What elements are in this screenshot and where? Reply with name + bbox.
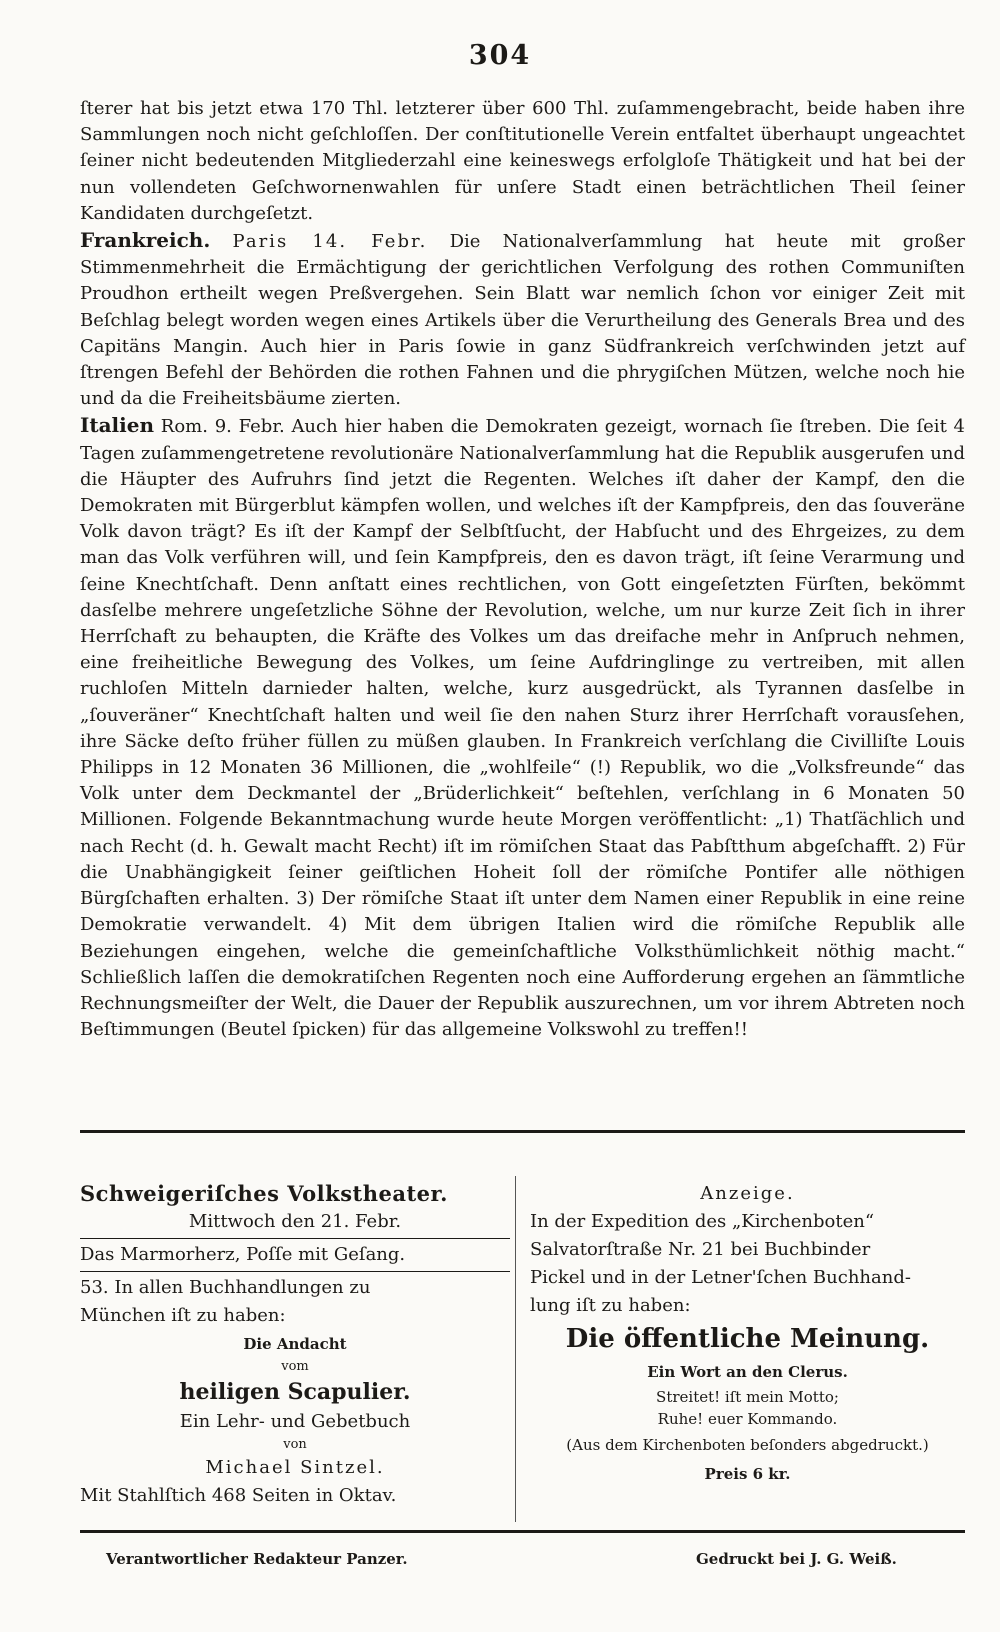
section-head-frankreich: Frankreich. — [80, 228, 211, 253]
theater-date: Mittwoch den 21. Febr. — [188, 1211, 402, 1232]
price: Preis 6 kr. — [704, 1465, 791, 1483]
section-divider-bottom — [80, 1530, 965, 1533]
book-subtitle: Ein Lehr- und Gebetbuch — [179, 1411, 411, 1432]
book-author: Michael Sintzel. — [205, 1457, 385, 1478]
book-vom: vom — [281, 1359, 309, 1374]
section-divider-top — [80, 1130, 965, 1133]
reprint-note: (Aus dem Kirchenboten beſonders abgedruckt.) — [566, 1436, 929, 1454]
book-title-1: Die Andacht — [243, 1335, 347, 1353]
footer-editor: Verantwortlicher Redakteur Panzer. — [106, 1550, 408, 1568]
column-divider — [515, 1176, 516, 1522]
paragraph-italy — [80, 412, 965, 1043]
dateline-rom: Rom. 9. Febr. — [160, 416, 285, 438]
book-von: von — [283, 1437, 307, 1452]
publication-subtitle: Ein Wort an den Clerus. — [647, 1363, 848, 1381]
divider — [80, 1271, 510, 1272]
article-france: Die Nationalverſammlung hat heute mit großer Stimmenmehrheit die Ermächtigung der gerichtlichen Verfolgung des rothen Communiſten Proudhon ertheilt wegen Preßvergehen. Sein Blatt war nemlich ſchon vor einiger Zeit mit Beſchlag belegt worden wegen eines Artikels über die Verurtheilung des Generals Brea und des Capitäns Mangin. Auch hier in Paris ſowie in ganz Südfrankreich verſchwinden jetzt auf ſtrengen Befehl der Behörden die rothen Fahnen und die phrygiſchen Mützen, welche noch hie und da die Freiheitsbäume zierten. — [80, 231, 965, 410]
paragraph-france — [80, 227, 965, 412]
motto-line-1: Streitet! iſt mein Motto; — [656, 1388, 839, 1406]
anzeige-line-1: In der Expedition des „Kirchenboten“ — [530, 1211, 875, 1232]
anzeige-heading: Anzeige. — [700, 1183, 795, 1204]
publication-title: Die öffentliche Meinung. — [565, 1324, 930, 1354]
anzeige-line-4: lung iſt zu haben: — [530, 1295, 691, 1316]
ad-line-1: 53. In allen Buchhandlungen zu — [80, 1277, 371, 1298]
paragraph-vienna: ſterer hat bis jetzt etwa 170 Thl. letzterer über 600 Thl. zuſammengebracht, beide haben ihre Sammlungen noch nicht geſchloſſen. Der conſtitutionelle Verein entfaltet überhaupt ungeachtet ſeiner nicht bedeutenden Mitgliederzahl eine keineswegs erfolgloſe Thätigkeit und hat bei der nun vollendeten Geſchwornenwahlen für unſere Stadt einen beträchtlichen Theil ſeiner Kandidaten durchgeſetzt. — [80, 98, 965, 224]
book-title-2: heiligen Scapulier. — [179, 1379, 411, 1405]
divider — [80, 1238, 510, 1239]
left-advert-column — [80, 1180, 510, 1510]
theater-title: Schweigeriſches Volkstheater. — [80, 1181, 448, 1206]
section-head-italien: Italien — [80, 413, 155, 438]
dateline-paris: Paris 14. Febr. — [232, 231, 428, 253]
ad-line-2: München iſt zu haben: — [80, 1305, 286, 1326]
motto-line-2: Ruhe! euer Kommando. — [657, 1410, 838, 1428]
article-italy: Auch hier haben die Demokraten gezeigt, wornach ſie ſtreben. Die ſeit 4 Tagen zuſammengetretene revolutionäre Nationalverſammlung hat die Republik ausgerufen und die Häupter des Aufruhrs ſind jetzt die Regenten. Welches iſt daher der Kampf, den die Demokraten mit Bürgerblut kämpfen wollen, und welches iſt der Kampfpreis, den das ſouveräne Volk davon trägt? Es iſt der Kampf der Selbſtſucht, der Habſucht und des Ehrgeizes, zu dem man das Volk verführen will, und ſein Kampfpreis, den es davon trägt, iſt ſeine Verarmung und ſeine Knechtſchaft. Denn anſtatt eines rechtlichen, von Gott eingeſetzten Fürſten, bekömmt dasſelbe mehrere ungeſetzliche Söhne der Revolution, welche, um nur kurze Zeit ſich in ihrer Herrſchaft zu behaupten, die Kräfte des Volkes um das dreifache mehr in Anſpruch nehmen, eine freiheitliche Bewegung des Volkes, um ſeine Aufdringlinge zu vertreiben, mit allen ruchloſen Mitteln darnieder halten, welche, kurz ausgedrückt, als Tyrannen dasſelbe in „ſouveräner“ Knechtſchaft halten und weil ſie den nahen Sturz ihrer Herrſchaft vorausſehen, ihre Säcke deſto früher füllen zu müßen glauben. In Frankreich verſchlang die Civilliſte Louis Philipps in 12 Monaten 36 Millionen, die „wohlfeile“ (!) Republik, wo die „Volksfreunde“ das Volk unter dem Deckmantel der „Brüderlichkeit“ beſtehlen, verſchlang in 6 Monaten 50 Millionen. Folgende Bekanntmachung wurde heute Morgen veröffentlicht: „1) Thatſächlich und nach Recht (d. h. Gewalt macht Recht) iſt im römiſchen Staat das Pabſtthum abgeſchafft. 2) Für die Unabhängigkeit ſeiner geiſtlichen Hoheit ſoll der römiſche Pontifer alle nöthigen Bürgſchaften erhalten. 3) Der römiſche Staat iſt unter dem Namen einer Republik in eine reine Demokratie verwandelt. 4) Mit dem übrigen Italien wird die römiſche Republik alle Beziehungen eingehen, welche die gemeinſchaftliche Volksthümlichkeit nöthig macht.“ Schließlich laſſen die demokratiſchen Regenten noch eine Aufforderung ergehen an ſämmtliche Rechnungsmeiſter der Welt, die Dauer der Republik auszurechnen, um vor ihrem Abtreten noch Beſtimmungen (Beutel ſpicken) für das allgemeine Volkswohl zu treffen!! — [80, 416, 966, 1041]
footer-printer: Gedruckt bei J. G. Weiß. — [696, 1550, 897, 1568]
right-advert-column — [530, 1180, 965, 1488]
book-details: Mit Stahlſtich 468 Seiten in Oktav. — [80, 1485, 397, 1506]
main-column — [80, 96, 965, 1043]
anzeige-line-2: Salvatorſtraße Nr. 21 bei Buchbinder — [530, 1239, 871, 1260]
anzeige-line-3: Pickel und in der Letner'ſchen Buchhand- — [530, 1267, 911, 1288]
theater-play: Das Marmorherz, Poſſe mit Geſang. — [80, 1244, 406, 1265]
page-number: 304 — [468, 40, 532, 71]
